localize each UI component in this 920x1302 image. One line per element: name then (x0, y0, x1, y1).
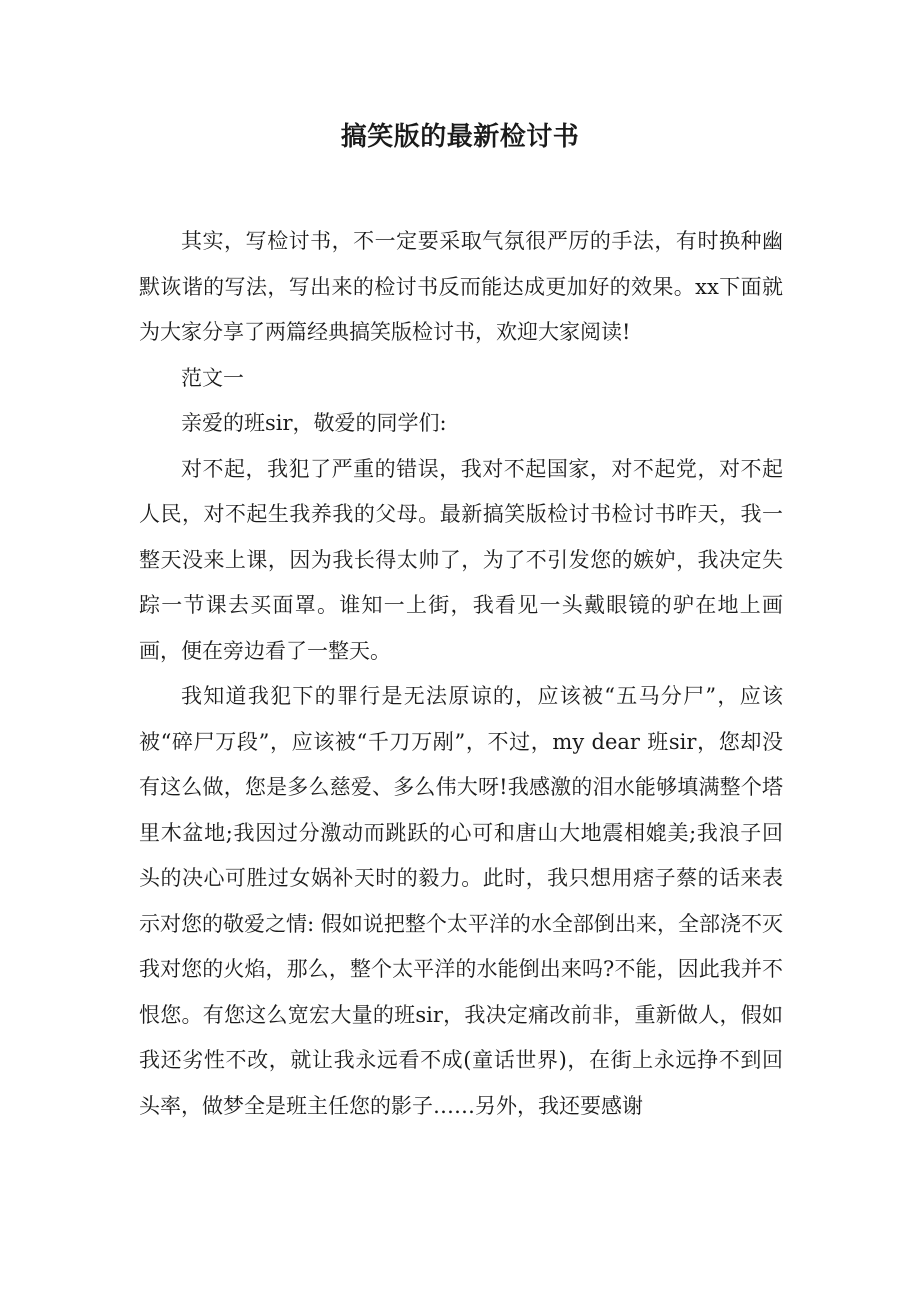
body-paragraph: 对不起，我犯了严重的错误，我对不起国家，对不起党，对不起人民，对不起生我养我的父母。最新搞笑版检讨书检讨书昨天，我一整天没来上课，因为我长得太帅了，为了不引发您的嫉妒，我决定失踪一节课去买面罩。谁知一上街，我看见一头戴眼镜的驴在地上画画，便在旁边看了一整天。 (139, 456, 783, 663)
salutation: 亲爱的班sir，敬爱的同学们: (181, 411, 447, 435)
intro-paragraph: 其实，写检讨书，不一定要采取气氛很严厉的手法，有时换种幽默诙谐的写法，写出来的检讨书反而能达成更加好的效果。xx下面就为大家分享了两篇经典搞笑版检讨书，欢迎大家阅读! (139, 229, 783, 344)
document-title: 搞笑版的最新检讨书 (340, 122, 580, 152)
document-body (139, 219, 783, 1129)
sample-heading: 范文一 (181, 365, 244, 390)
body-paragraph: 我知道我犯下的罪行是无法原谅的，应该被“五马分尸”，应该被“碎尸万段”，应该被“千刀万剐”，不过，my dear 班sir，您却没有这么做，您是多么慈爱、多么伟大呀!我感激的泪水能够填满整个塔里木盆地;我因过分激动而跳跃的心可和唐山大地震相媲美;我浪子回头的决心可胜过女娲补天时的毅力。此时，我只想用痞子蔡的话来表示对您的敬爱之情: 假如说把整个太平洋的水全部倒出来，全部浇不灭我对您的火焰，那么，整个太平洋的水能倒出来吗?不能，因此我并不恨您。有您这么宽宏大量的班sir，我决定痛改前非，重新做人，假如我还劣性不改，就让我永远看不成(童话世界)，在街上永远挣不到回头率，做梦全是班主任您的影子……另外，我还要感谢 (139, 684, 783, 1118)
